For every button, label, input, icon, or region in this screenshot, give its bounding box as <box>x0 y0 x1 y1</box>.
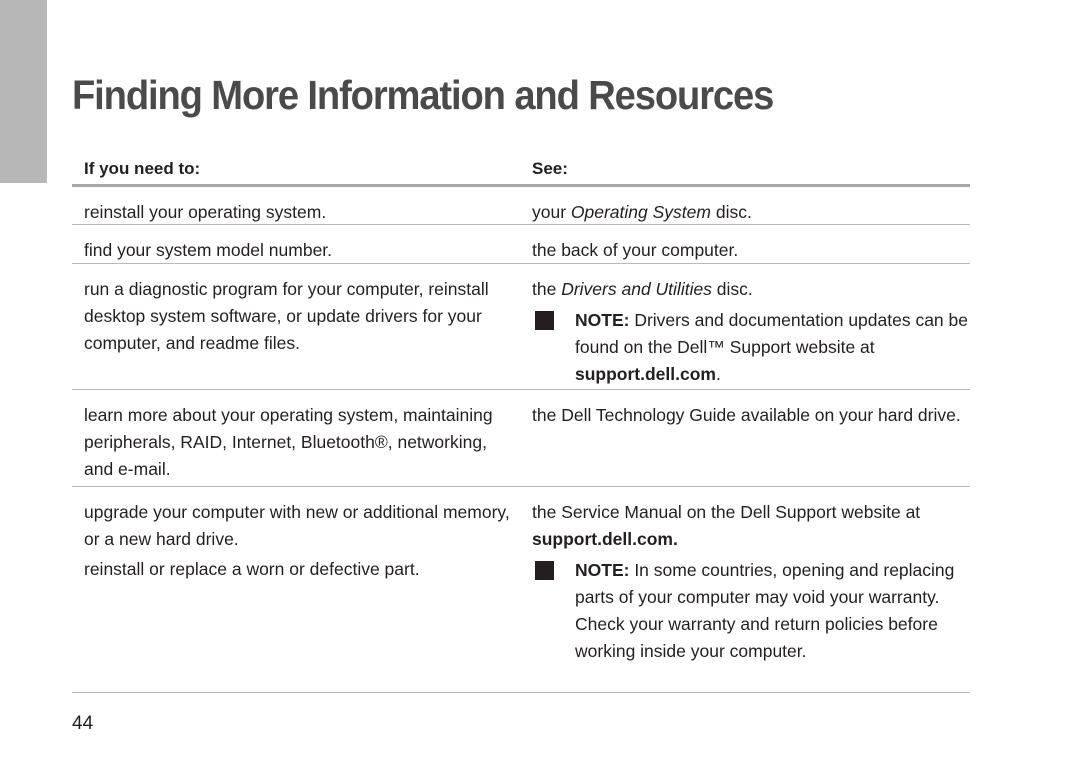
table-row <box>72 487 970 693</box>
page-number: 44 <box>72 713 94 734</box>
see-cell <box>532 276 972 388</box>
need-text: reinstall your operating system. <box>84 202 327 222</box>
see-text: the Service Manual on the Dell Support website at support.dell.com. <box>532 502 921 549</box>
note-label: NOTE: <box>575 310 630 330</box>
need-text: run a diagnostic program for your computer, reinstall desktop system software, or update drivers for your computer, and readme files. <box>84 279 489 353</box>
need-text: reinstall or replace a worn or defective part. <box>84 559 420 579</box>
page-title: Finding More Information and Resources <box>72 72 774 118</box>
document-title: Operating System <box>570 202 711 222</box>
note-label: NOTE: <box>575 560 630 580</box>
need-cell <box>84 237 514 264</box>
see-cell <box>532 199 972 226</box>
need-text: find your system model number. <box>84 240 333 260</box>
header-see: See: <box>532 159 568 178</box>
document-title: Dell Technology Guide <box>561 405 736 425</box>
document-title: Service Manual <box>561 502 682 522</box>
see-cell <box>532 402 972 429</box>
table-row <box>72 225 970 264</box>
see-text: the back of your computer. <box>532 240 739 260</box>
table-row <box>72 187 970 225</box>
see-cell <box>532 237 972 264</box>
table-row <box>72 390 970 487</box>
chapter-side-tab <box>0 0 47 183</box>
need-cell <box>84 499 514 583</box>
see-cell <box>532 499 972 665</box>
header-if-you-need-to: If you need to: <box>84 159 201 178</box>
note-icon <box>535 561 554 580</box>
note-block <box>532 557 972 665</box>
support-link[interactable]: support.dell.com <box>575 364 716 384</box>
need-cell <box>84 199 514 226</box>
need-text: upgrade your computer with new or additional memory, or a new hard drive. <box>84 502 510 549</box>
see-text: the Dell Technology Guide available on your hard drive. <box>532 405 961 425</box>
table-row <box>72 264 970 390</box>
table-header <box>72 151 970 187</box>
note-text: In some countries, opening and replacing parts of your computer may void your warranty. Check your warranty and return policies before working inside your computer. <box>575 560 955 661</box>
need-text: learn more about your operating system, maintaining peripherals, RAID, Internet, Bluetooth®, networking, and e-mail. <box>84 405 493 479</box>
need-cell <box>84 276 514 357</box>
document-title: Drivers and Utilities <box>561 279 712 299</box>
note-block: NOTE: Drivers and documentation updates can be found on the Dell™ Support website at support.dell.com. <box>532 307 972 388</box>
see-text: the Drivers and Utilities disc. <box>532 279 753 299</box>
note-icon <box>535 311 554 330</box>
support-link[interactable]: support.dell.com. <box>532 529 678 549</box>
see-text: your Operating System disc. <box>532 202 752 222</box>
resources-table <box>72 151 970 693</box>
note-text: Drivers and documentation updates can be found on the Dell™ Support website at <box>575 310 968 357</box>
need-cell <box>84 402 514 483</box>
